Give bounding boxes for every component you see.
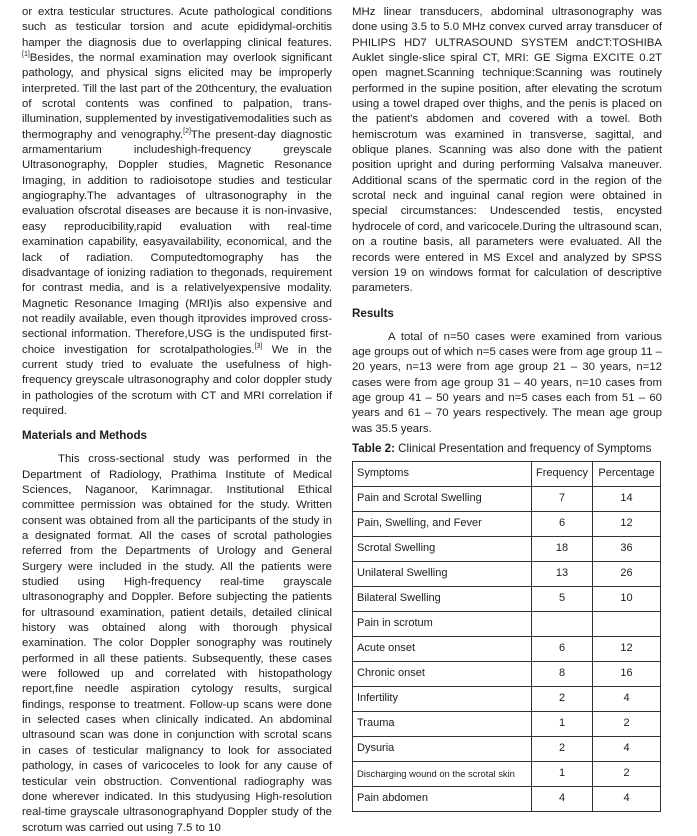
table-row: Unilateral Swelling 13 26 — [353, 561, 661, 586]
header-frequency: Frequency — [532, 461, 593, 486]
results-heading: Results — [352, 306, 394, 320]
results-paragraph: A total of n=50 cases were examined from various age groups out of which n=5 cases were from age group 11 – 20 years, n=13 were from age group 21 – 30 years, n=12 cases were from age group 31 – 40 years, n=10 cases from age group 41 – 50 years and n=5 cases each from 51 – 60 years and 61 – 70 years respectively. The mean age group was 35.5 years. — [352, 330, 662, 435]
left-column — [22, 5, 332, 836]
citation-2: [2] — [183, 127, 191, 135]
intro-paragraph: or extra testicular structures. Acute pathological conditions such as testicular torsion and acute epididymal-orchitis hamper the diagnosis due to overlapping clinical features. [1]Besides, the normal examination may overlook significant pathology, and physical signs elicited may be improperly interpreted. Till the last part of the 20thcentury, the evaluation of scrotal contents was confined to palpation, trans-illumination, supplemented by investigativemodalities such as thermography and venography.[2]The present-day diagnostic armamentarium includeshigh-frequency greyscale Ultrasonography, Doppler studies, Magnetic Resonance Imaging, in addition to radioisotope studies and testicular angiography.The advantages of ultrasonography in the evaluation ofscrotal diseases are because it is non-invasive, easy reproducibility,rapid evaluation with real-time examination capability, easyavailability, economical, and the lack of radiation. Computedtomography has the disadvantage of ionizing radiation to thegonads, requirement for contrast media, and is a relativelyexpensive modality. Magnetic Resonance Imaging (MRI)is also expensive and not readily available, even though itprovides improved cross-sectional information. Therefore,USG is the undisputed first-choice investigation for scrotalpathologies.[3] We in the current study tried to evaluate the usefulness of high-frequency greyscale ultrasonography and color doppler study in pathologies of the scrotum with CT and MRI correlation if required. — [22, 6, 333, 417]
table-caption: Table 2: Clinical Presentation and frequency of Symptoms — [352, 441, 652, 455]
symptoms-table — [352, 461, 661, 812]
header-symptoms: Symptoms — [353, 461, 532, 486]
right-column — [352, 5, 662, 812]
table-row: Infertility 2 4 — [353, 686, 661, 711]
table-row: Pain in scrotum — [353, 611, 661, 636]
table-row: Bilateral Swelling 5 10 — [353, 586, 661, 611]
methods-paragraph-continued: MHz linear transducers, abdominal ultrasonography was done using 3.5 to 5.0 MHz convex curved array transducer of PHILIPS HD7 ULTRASOUND SYSTEM andCT:TOSHIBA Auklet single-slice spiral CT, MRI: GE Sigma EXCITE 0.2T open magnet.Scanning technique:Scanning was routinely performed in the supine position, after elevating the scrotum using a towel draped over thighs, and the penis is placed on the patient's abdomen and covered with a towel. Both hemiscrotum was examined in transverse, sagittal, and oblique planes. Scanning was also done with the patient position upright and during performing Valsalva maneuver. Additional scans of the spermatic cord in the region of the scrotal neck and inguinal canal region were obtained in special circumstances: Undescended testis, encysted hydrocele of cord, and varicocele.During the ultrasound scan, on a routine basis, all parameters were evaluated. All the records were entered in MS Excel and analyzed by SPSS version 19 on windows format for calculation of descriptive parameters. — [352, 6, 662, 295]
table-header-row — [353, 461, 661, 486]
methods-paragraph: This cross-sectional study was performed in the Department of Radiology, Prathima Institute of Medical Sciences, Naganoor, Karimnagar. Institutional Ethical committee permission was obtained for the study. Written consent was obtained from all the participants of the study in a designated format. All the cases of scrotal pathologies referred from the Departments of Urology and General Surgery were included in the study. All the patients were studied using High-frequency real-time grayscale ultrasonography and Doppler. Before subjecting the patients for ultrasound examination, patient details, detailed clinical history was obtained along with thorough physical examination. The color Doppler sonography was routinely performed in all these patients. Subsequently, these cases were followed up and correlated with histopathology report,fine needle aspiration cytology results, surgical findings, response to treatment. Follow-up scans were done in selected cases when clinically indicated. An abdominal ultrasound scan was done in conjunction with scrotal scans in cases of testicular malignancy to look for associated pathology, in cases of varicoceles to look for any cause of testicular vein obstruction. Conventional radiography was done wherever indicated. In this studyusing High-resolution real-time grayscale ultrasonographyand Doppler study of the scrotum was carried out using 7.5 to 10 — [22, 453, 332, 834]
citation-3: [3] — [254, 342, 263, 350]
citation-1: [1] — [22, 51, 30, 59]
table-row: Pain, Swelling, and Fever 6 12 — [353, 511, 661, 536]
table-row: Pain abdomen 4 4 — [353, 786, 661, 811]
table-row: Trauma 1 2 — [353, 711, 661, 736]
table-row: Pain and Scrotal Swelling 7 14 — [353, 486, 661, 511]
header-percentage: Percentage — [593, 461, 661, 486]
table-row: Acute onset 6 12 — [353, 636, 661, 661]
table-row: Dysuria 2 4 — [353, 736, 661, 761]
table-row: Chronic onset 8 16 — [353, 661, 661, 686]
table-row: Discharging wound on the scrotal skin 1 2 — [353, 761, 661, 786]
table-row: Scrotal Swelling 18 36 — [353, 536, 661, 561]
materials-methods-heading: Materials and Methods — [22, 429, 147, 443]
